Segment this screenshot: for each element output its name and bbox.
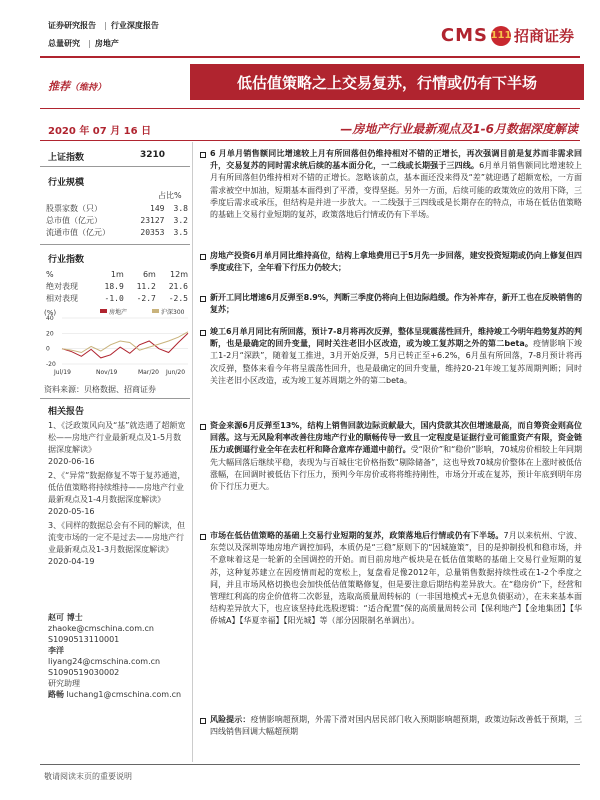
table-row <box>44 214 190 226</box>
perf-col: 12m <box>170 269 188 279</box>
chart-xticks <box>53 369 185 376</box>
paragraph-text: 7月以来杭州、宁波、东莞以及深圳等地房地产调控加码，本质仍是“三稳”原则下的“因城施策”，目的是抑制投机和稳市场，并不意味着这是一轮新的全国调控的开始。而目前房地产板块是在低估值策略的基础上交易行业短期的复苏，这种复苏建立在因疫情而起的宽松上，复盘看足像2012年，总量销售数据持续性或在1-2个季度之间，并且市场风格切换也会加快低估值策略修复，但是要注意后期结构差异放大。在“稳房价”下，经营和管理红利高的房企价值将二次彰显，选取高质量周转标的（一非国地模式+无息负债驱动），在未来基本面结构差异放大下，也应该坚持此选股逻辑：“适合配置”保的高质量周转公司【保利地产】【金地集团】【华侨城A】【华夏幸福】【阳光城】等（部分因限制名单调出）。 <box>210 531 583 626</box>
table-row <box>44 268 190 280</box>
series-line <box>62 333 188 358</box>
scale-heading: 行业规模 <box>48 178 85 188</box>
y-tick-label: 0 <box>46 345 50 353</box>
bullet-icon <box>200 718 206 724</box>
list-item[interactable] <box>48 520 188 568</box>
chart-source: 资料来源：贝格数据、招商证券 <box>44 385 156 394</box>
list-item[interactable] <box>48 420 188 468</box>
scale-pct: 3.8 <box>173 203 188 213</box>
list-item[interactable] <box>48 470 188 518</box>
paragraph-1 <box>210 148 582 221</box>
sidebar-divider <box>40 398 190 399</box>
x-tick-label: Nov/19 <box>96 369 118 376</box>
perf-cell: -2.5 <box>168 293 188 303</box>
paragraph-3 <box>210 292 582 316</box>
paragraph-text: 疫情影响超预期，外需下滑对国内居民部门收入预期影响超预期，政策边际改善低于预期，三四线销售回调大幅超预期 <box>210 715 583 737</box>
scale-name: 股票家数（只） <box>46 203 102 213</box>
logo-text-en: CMS <box>440 25 488 46</box>
perf-cell: 18.9 <box>104 281 124 291</box>
related-date: 2020-05-16 <box>48 507 95 516</box>
scale-table <box>44 202 190 238</box>
related-date: 2020-06-16 <box>48 457 95 466</box>
table-row <box>44 280 190 292</box>
y-tick-label: -20 <box>46 361 56 368</box>
perf-cell: 相对表现 <box>46 293 78 303</box>
analyst-id: S1090519030002 <box>48 668 120 677</box>
analyst-email[interactable]: liyang24@cmschina.com.cn <box>48 657 161 666</box>
chart-yticks <box>46 315 56 368</box>
footer-divider <box>40 764 580 765</box>
analyst-role: 研究助理 <box>48 679 80 688</box>
header-report-kind: 行业深度报告 <box>110 21 159 30</box>
index-value: 3210 <box>140 150 166 160</box>
x-tick-label: Jul/19 <box>54 369 71 376</box>
y-tick-label: 40 <box>46 315 54 322</box>
analyst-id: S1090513110001 <box>48 635 120 644</box>
scale-value: 149 <box>150 203 165 213</box>
sidebar-divider <box>40 244 190 245</box>
logo-emblem-icon: 111 <box>491 26 511 46</box>
report-subtitle: —房地产行业最新观点及1-6月数据深度解读 <box>340 122 578 136</box>
x-tick-label: Jun/20 <box>166 369 186 376</box>
perf-cell: -2.7 <box>136 293 156 303</box>
related-list <box>48 420 188 570</box>
header-line-1: 证券研究报告 | 行业深度报告 <box>48 21 159 30</box>
chart-ylabel: (%) <box>44 309 57 317</box>
rating <box>48 78 106 94</box>
scale-pct: 3.5 <box>173 227 188 237</box>
scale-pct: 3.2 <box>173 215 188 225</box>
bullet-icon <box>200 152 206 158</box>
header-line-2: 总量研究 | 房地产 <box>48 39 119 48</box>
perf-cell: 绝对表现 <box>46 281 78 291</box>
rating-sub: （维持） <box>70 83 107 93</box>
y-tick-label: 20 <box>46 330 54 338</box>
index-label: 上证指数 <box>48 153 85 163</box>
perf-heading: 行业指数 <box>48 255 85 265</box>
perf-cell: 11.2 <box>136 281 156 291</box>
table-row <box>44 226 190 238</box>
related-text[interactable]: 2、《“异常”数据修复不等于复苏通道，低估值策略将持续维持——房地产行业最新观点及1-4月数据深度解读》 <box>48 471 186 504</box>
rating-main: 推荐 <box>48 80 70 93</box>
scale-name: 流通市值（亿元） <box>46 227 110 237</box>
legend-swatch <box>152 309 159 313</box>
bullet-icon <box>200 330 206 336</box>
paragraph-lead: 竣工6月单月同比有所回落，预计7-8月将再次反弹，整体呈现震荡性回升，维持竣工今明年趋势复苏的判断，也是最确定的回升变量，同时关注老旧小区改造，或为竣工复苏期之外的第二beta。 <box>210 327 583 349</box>
bullet-icon <box>200 424 206 430</box>
perf-col: 1m <box>110 269 124 279</box>
bullet-icon <box>200 534 206 540</box>
paragraph-text: 疫情影响下竣工1-2月“深跌”，随着复工推进，3月开始反弹，5月已转正至+6.2%，6月虽有所回落，7-8月预计将再次反弹，整体来看今年将呈震荡性回升，也是最确定的回升变量，维持20-21年竣工复苏周期判断；同时关注老旧小区改造，或为竣工复苏周期之外的第二beta。 <box>210 339 582 385</box>
scale-col-header: 占比% <box>158 191 182 200</box>
analyst-email[interactable]: zhaoke@cmschina.com.cn <box>48 624 154 633</box>
chart-series <box>62 332 188 358</box>
legend-label: 房地产 <box>109 309 128 316</box>
table-row <box>44 292 190 304</box>
analyst-block <box>48 612 188 700</box>
analyst-name: 路畅 <box>48 690 64 699</box>
cms-logo <box>441 25 574 46</box>
analyst-email[interactable]: luchang1@cmschina.com.cn <box>66 690 182 699</box>
scale-name: 总市值（亿元） <box>46 215 102 225</box>
related-heading: 相关报告 <box>48 407 85 417</box>
perf-chart <box>44 306 190 378</box>
paragraph-4 <box>210 326 582 387</box>
bullet-icon <box>200 296 206 302</box>
legend-label: 沪深300 <box>161 309 185 316</box>
perf-col: 6m <box>142 269 156 279</box>
scale-value: 23127 <box>140 215 165 225</box>
analyst-name: 赵可 博士 <box>48 613 83 622</box>
perf-table <box>44 268 190 304</box>
report-title: 低估值策略之上交易复苏，行情或仍有下半场 <box>190 64 584 100</box>
paragraph-risk <box>210 714 582 738</box>
sidebar-divider <box>40 166 190 167</box>
footer-note: 敬请阅读末页的重要说明 <box>44 772 132 781</box>
paragraph-6 <box>210 530 582 628</box>
paragraph-lead: 市场在低估值策略的基础上交易行业短期的复苏，政策落地后行情或仍有下半场。 <box>210 531 504 540</box>
paragraph-lead: 资金来源6月反弹至13%，结构上销售回款边际贡献最大，国内贷款其次但增速最高，而自筹资金则高位回落。这与无风险利率改善往房地产行业的顺畅传导一致且一定程度是证据行业可能重资产有限，资金链压力或倒逼行业全年在去杠杆和降合意库存通道中前行。 <box>210 421 582 455</box>
column-divider <box>192 142 193 762</box>
header-report-type: 证券研究报告 <box>48 21 96 30</box>
paragraph-lead: 新开工同比增速6月反弹至8.9%，判断三季度仍将向上但边际趋缓。作为补库存，新开工也在反映销售的复苏； <box>210 293 582 315</box>
paragraph-text: 6月单月销售额同比增速较上月有所回落但仍维持相对不错的正增长。忽略该前点，基本面还没来得及“差”就迎遇了超额宽松，一方面需求被空中加油，短期基本面得到了平滑，变得坚挺。另外一方面，后续可能的政策效应的效用下降，三季度后需求或承压，但结构是并进一步放大。一二线强于三四线或是长期存在的特点，市场在低估值策略的基础上交易行业短期的复苏，政策落地后行情或仍有下半场。 <box>210 161 582 220</box>
x-tick-label: Mar/20 <box>138 369 159 376</box>
header-sector: 房地产 <box>94 39 119 48</box>
header-divider <box>40 56 580 58</box>
header-category: 总量研究 <box>48 39 80 48</box>
paragraph-text: 受“限价”和“稳价”影响，70城房价相较上年同期先大幅回落后继续平稳，表现为与百城住宅价格指数“剔除储备”，这也导致70城房价整体在上涨时被低估涨幅，在回调时被低估下行压力，预判今年房价或将将维持刚性，市场分开或在复苏，预计年底到明年房价下行压力更大。 <box>210 445 582 492</box>
table-row <box>44 202 190 214</box>
perf-cell: -1.0 <box>104 293 124 303</box>
perf-col: % <box>46 269 54 279</box>
report-date: 2020 年 07 月 16 日 <box>48 126 152 137</box>
legend-swatch <box>100 309 107 313</box>
paragraph-lead: 风险提示： <box>210 715 251 724</box>
subtitle-divider <box>40 140 580 141</box>
logo-text-cn: 招商证券 <box>513 27 574 45</box>
title-divider <box>40 108 580 109</box>
perf-cell: 21.6 <box>168 281 188 291</box>
related-text[interactable]: 3、《同样的数据总会有不同的解读，但流变市场的一定不是过去——房地产行业最新观点及1-3月数据深度解读》 <box>48 521 186 554</box>
paragraph-lead: 房地产投资6月单月同比维持高位，结构上拿地费用已于5月先一步回落，建安投资短期或仍向上修复但四季度或往下，全年看下行压力仍较大； <box>210 251 582 273</box>
bullet-icon <box>200 254 206 260</box>
paragraph-lead: 6 月单月销售额同比增速较上月有所回落但仍维持相对不错的正增长，再次强调目前是复苏而非需求回升，交易复苏的同时需求统后续的基本面分化，一二线或长期强于三四线。 <box>210 149 582 171</box>
related-date: 2020-04-19 <box>48 557 95 566</box>
analyst-name: 李洋 <box>48 646 64 655</box>
related-text[interactable]: 1、《泛政策风向及“基”就迭遇了超额宽松——房地产行业最新观点及1-5月数据深度解读》 <box>48 421 186 454</box>
scale-value: 20353 <box>140 227 165 237</box>
paragraph-2 <box>210 250 582 274</box>
paragraph-5 <box>210 420 582 493</box>
series-line <box>62 332 188 353</box>
